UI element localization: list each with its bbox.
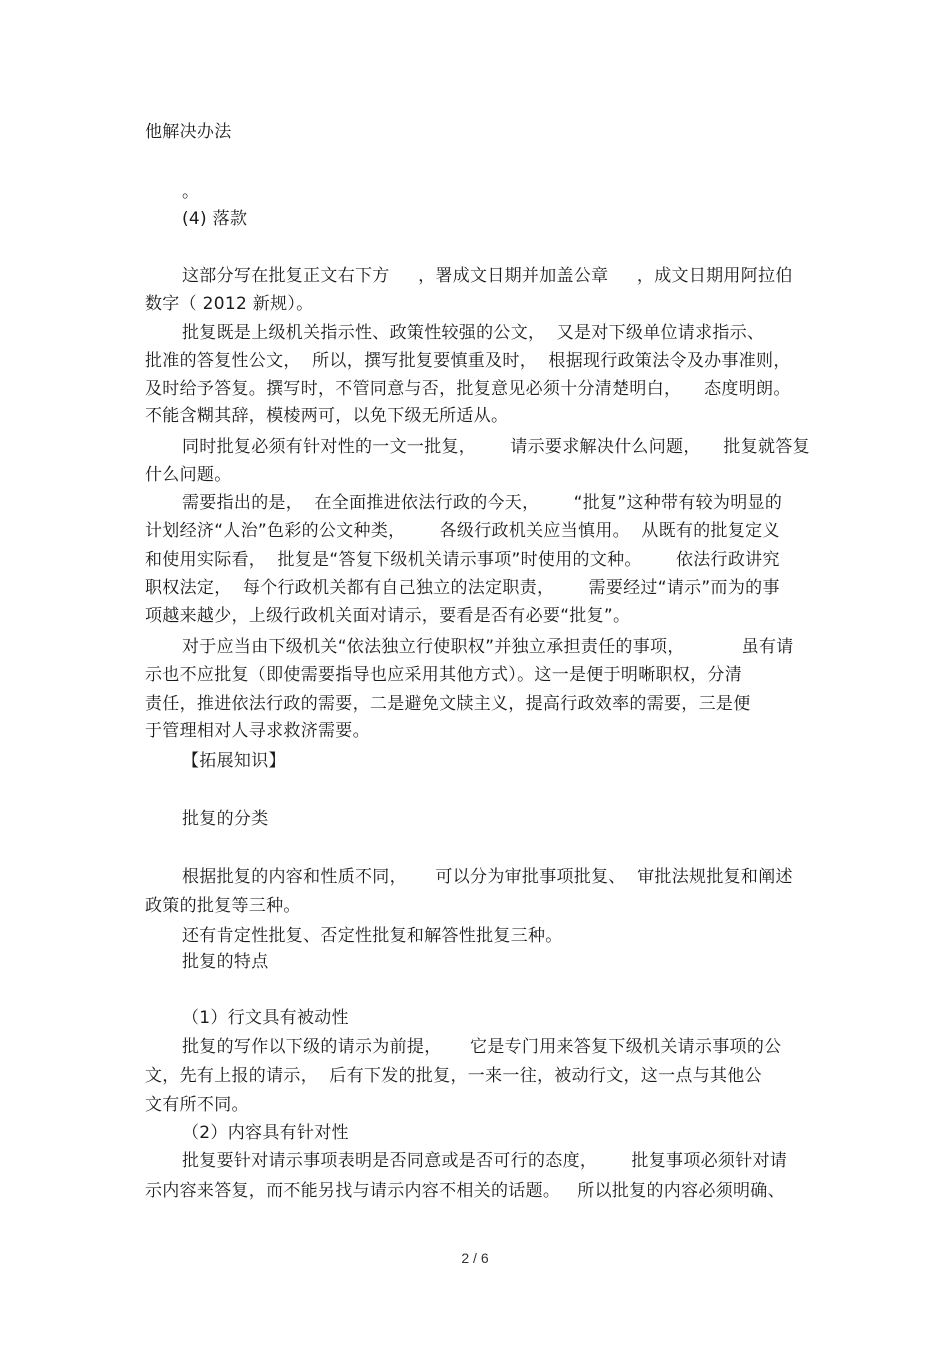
text-line: 根据批复的内容和性质不同， 可以分为审批事项批复、 审批法规批复和阐述: [182, 867, 793, 887]
text-line: 。: [182, 182, 200, 202]
text-line: 批复既是上级机关指示性、政策性较强的公文， 又是对下级单位请求指示、: [182, 323, 765, 343]
text-line: 不能含糊其辞，模棱两可，以免下级无所适从。: [145, 406, 509, 426]
text-line: 文有所不同。: [145, 1095, 249, 1115]
text-line: 项越来越少，上级行政机关面对请示，要看是否有必要“批复”。: [145, 606, 631, 626]
text-line: 及时给予答复。撰写时，不管同意与否，批复意见必须十分清楚明白， 态度明朗。: [145, 379, 791, 399]
text-line: 于管理相对人寻求救济需要。: [145, 721, 370, 741]
text-line: 和使用实际看， 批复是“答复下级机关请示事项”时使用的文种。 依法行政讲究: [145, 550, 780, 570]
text-line: 职权法定， 每个行政机关都有自己独立的法定职责， 需要经过“请示”而为的事: [145, 578, 780, 598]
text-line: 政策的批复等三种。: [145, 896, 301, 916]
text-line: 同时批复必须有针对性的一文一批复， 请示要求解决什么问题， 批复就答复: [182, 437, 810, 457]
text-line: 责任，推进依法行政的需要，二是避免文牍主义，提高行政效率的需要，三是便: [145, 694, 751, 714]
section-heading: （2）内容具有针对性: [182, 1123, 349, 1143]
text-line: 需要指出的是， 在全面推进依法行政的今天， “批复”这种带有较为明显的: [182, 493, 783, 513]
section-heading: (4) 落款: [182, 209, 248, 229]
text-line: 示也不应批复（即使需要指导也应采用其他方式）。这一是便于明晰职权，分清: [145, 665, 742, 685]
section-heading: 批复的分类: [182, 809, 269, 829]
section-heading: （1）行文具有被动性: [182, 1008, 349, 1028]
text-line: 批准的答复性公文， 所以，撰写批复要慎重及时， 根据现行政策法令及办事准则，: [145, 351, 791, 371]
text-line: 对于应当由下级机关“依法独立行使职权”并独立承担责任的事项， 虽有请: [182, 637, 794, 657]
text-line: 还有肯定性批复、否定性批复和解答性批复三种。: [182, 926, 563, 946]
section-heading: 【拓展知识】: [182, 751, 286, 771]
text-line: 文，先有上报的请示， 后有下发的批复，一来一往，被动行文，这一点与其他公: [145, 1066, 762, 1086]
text-line: 什么问题。: [145, 465, 232, 485]
text-line: 批复要针对请示事项表明是否同意或是否可行的态度， 批复事项必须针对请: [182, 1151, 788, 1171]
text-line: 数字（ 2012 新规）。: [145, 294, 314, 314]
text-line: 计划经济“人治”色彩的公文种类， 各级行政机关应当慎用。 从既有的批复定义: [145, 521, 780, 541]
text-line: 他解决办法: [145, 122, 232, 142]
text-line: 批复的写作以下级的请示为前提， 它是专门用来答复下级机关请示事项的公: [182, 1037, 782, 1057]
text-line: 这部分写在批复正文右下方 ，署成文日期并加盖公章 ，成文日期用阿拉伯: [182, 266, 793, 286]
page-number: 2 / 6: [461, 1250, 489, 1266]
section-heading: 批复的特点: [182, 952, 269, 972]
text-line: 示内容来答复，而不能另找与请示内容不相关的话题。 所以批复的内容必须明确、: [145, 1181, 785, 1201]
